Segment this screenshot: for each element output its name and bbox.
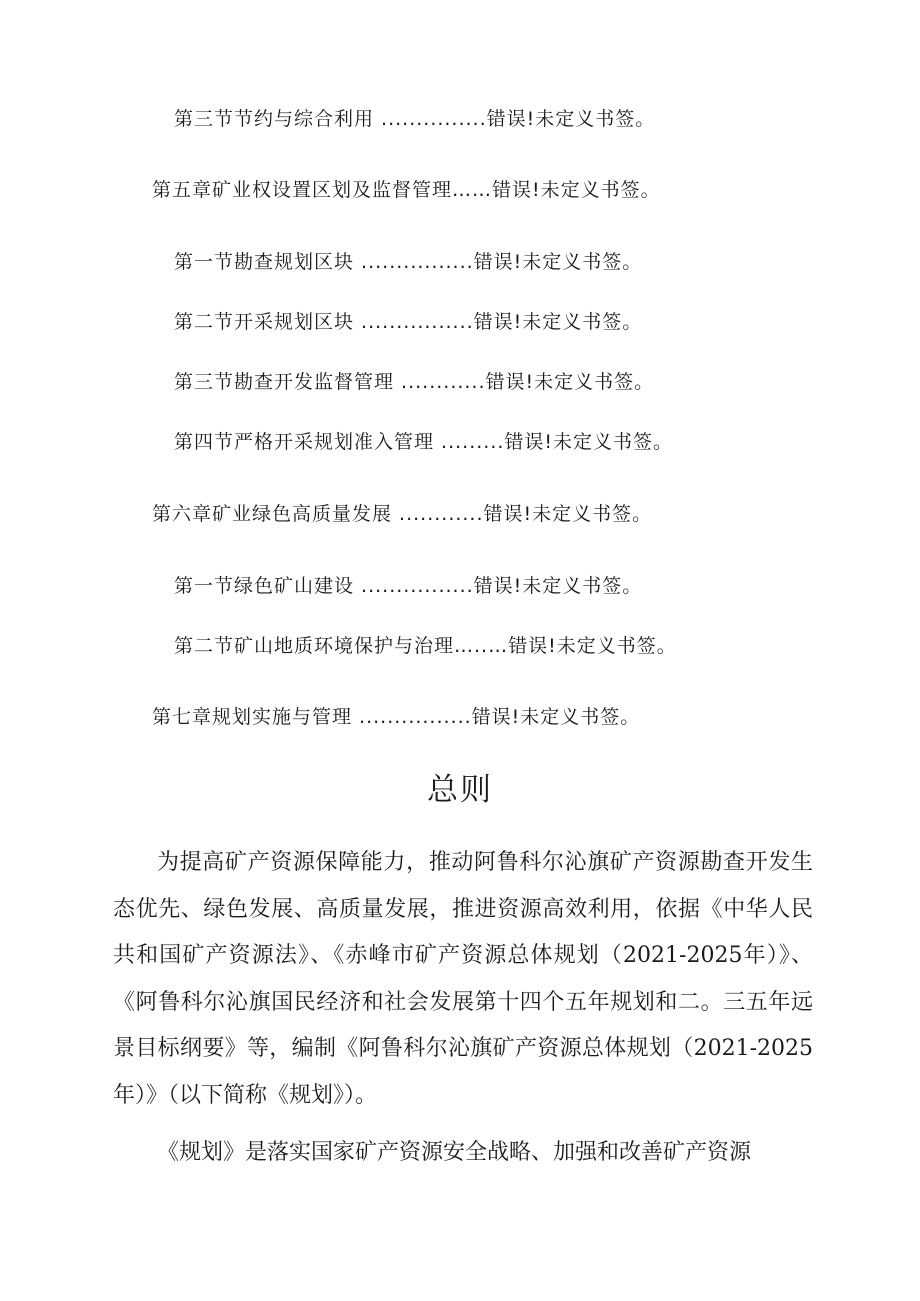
toc-line-section-3-conservation[interactable]: 第三节节约与综合利用 ...............错误!未定义书签。: [174, 108, 656, 130]
toc-line-chapter-5[interactable]: 第五章矿业权设置区划及监督管理……错误!未定义书签。: [152, 179, 661, 201]
section-heading: 总则: [427, 772, 493, 808]
toc-line-section-2-mining-blocks[interactable]: 第二节开采规划区块 ................错误!未定义书签。: [174, 311, 643, 333]
toc-line-section-2-environment[interactable]: 第二节矿山地质环境保护与治理…..…错误!未定义书签。: [174, 635, 677, 657]
body-paragraph-1: 为提高矿产资源保障能力，推动阿鲁科尔沁旗矿产资源勘查开发生态优先、绿色发展、高质量发展，推进资源高效利用，依据《中华人民共和国矿产资源法》、《赤峰市矿产资源总体规划（2021-2025年）》、《阿鲁科尔沁旗国民经济和社会发展第十四个五年规划和二。三五年远景目标纲要》等，编制《阿鲁科尔沁旗矿产资源总体规划（2021-2025年）》（以下简称《规划》）。: [113, 850, 813, 1108]
toc-line-chapter-6[interactable]: 第六章矿业绿色高质量发展 ............错误!未定义书签。: [152, 503, 653, 525]
toc-line-section-3-supervision[interactable]: 第三节勘查开发监督管理 ............错误!未定义书签。: [174, 371, 655, 393]
toc-line-chapter-7[interactable]: 第七章规划实施与管理 ................错误!未定义书签。: [152, 706, 641, 728]
toc-line-section-1-green-mines[interactable]: 第一节绿色矿山建设 ................错误!未定义书签。: [174, 575, 643, 597]
toc-line-section-1-exploration-blocks[interactable]: 第一节勘查规划区块 ................错误!未定义书签。: [174, 251, 643, 273]
toc-line-section-4-access-management[interactable]: 第四节严格开采规划准入管理 .........错误!未定义书签。: [174, 431, 674, 453]
body-paragraph-2: 《规划》是落实国家矿产资源安全战略、加强和改善矿产资源: [157, 1140, 752, 1165]
